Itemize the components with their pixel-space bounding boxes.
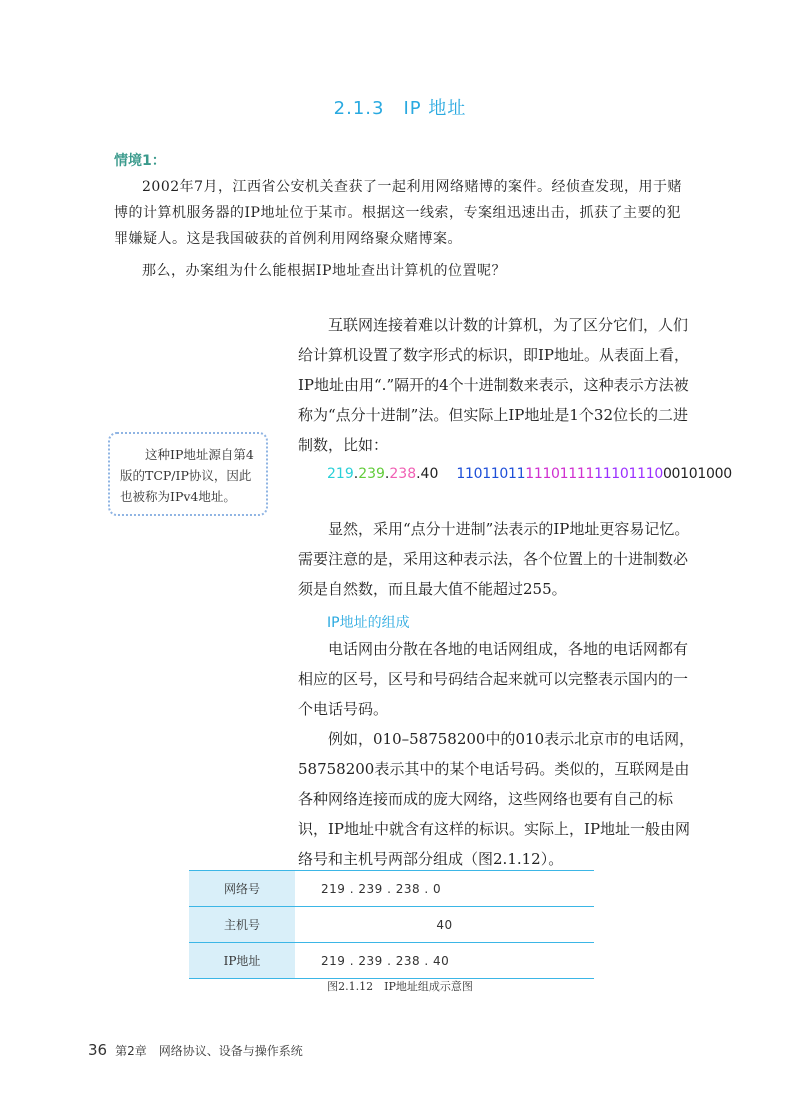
ip-octet-1: 219: [327, 466, 354, 482]
ip-octet-3: 238: [389, 466, 417, 482]
section-title: 2.1.3 IP 地址: [333, 98, 467, 119]
table-row: [189, 943, 594, 979]
paragraph-dotted-decimal: 显然，采用“点分十进制”法表示的IP地址更容易记忆。需要注意的是，采用这种表示法，各个位置上的十进制数必须是自然数，而且最大值不能超过255。: [298, 520, 690, 598]
page-number: 36: [88, 1041, 108, 1059]
ip-example: [327, 466, 732, 482]
ip-octet-4: .40: [416, 466, 439, 482]
ip-binary-octet-4: 00101000: [662, 466, 732, 482]
table-row: [189, 907, 594, 943]
side-note: [108, 432, 268, 516]
ip-octet-2: 239: [358, 466, 385, 482]
paragraph-intro: 互联网连接着难以计数的计算机，为了区分它们，人们给计算机设置了数字形式的标识，即IP地址。从表面上看，IP地址由用“.”隔开的4个十进制数来表示，这种表示方法被称为“点分十进制”法。但实际上IP地址是1个32位长的二进制数，比如：: [298, 316, 690, 454]
ip-binary-octet-3: 11101110: [594, 466, 663, 482]
page-footer: [88, 1041, 303, 1059]
table-value-network: 219 . 239 . 238 . 0: [295, 871, 594, 907]
table-label-network: 网络号: [189, 871, 295, 907]
table-row: [189, 871, 594, 907]
side-note-text: 这种IP地址源自第4版的TCP/IP协议，因此也被称为IPv4地址。: [120, 447, 254, 504]
ip-dot: .: [384, 466, 390, 482]
scenario-heading: 情境1：: [114, 153, 166, 169]
scenario-text: 2002年7月，江西省公安机关查获了一起利用网络赌博的案件。经侦查发现，用于赌博的计算机服务器的IP地址位于某市。根据这一线索，专案组迅速出击，抓获了主要的犯罪嫌疑人。这是我国破获的首例利用网络聚众赌博案。: [114, 179, 683, 247]
table-label-ip: IP地址: [189, 943, 295, 979]
ip-composition-table: [189, 870, 594, 979]
paragraph-phone-network: 电话网由分散在各地的电话网组成，各地的电话网都有相应的区号，区号和号码结合起来就可以完整表示国内的一个电话号码。: [298, 640, 689, 718]
ip-binary-octet-1: 11011011: [456, 466, 526, 482]
ip-dot: .: [353, 466, 359, 482]
table-label-host: 主机号: [189, 907, 295, 943]
table-value-host: 40: [295, 907, 594, 943]
figure-caption: 图2.1.12 IP地址组成示意图: [327, 980, 473, 993]
chapter-title: 第2章 网络协议、设备与操作系统: [115, 1044, 303, 1058]
table-value-ip: 219 . 239 . 238 . 40: [295, 943, 594, 979]
ip-binary: [456, 466, 731, 482]
ip-binary-octet-2: 11101111: [525, 466, 595, 482]
paragraph-example: 例如，010–58758200中的010表示北京市的电话网，58758200表示其中的某个电话号码。类似的，互联网是由各种网络连接而成的庞大网络，这些网络也要有自己的标识，IP地址中就含有这样的标识。实际上，IP地址一般由网络号和主机号两部分组成（图2.1.12）。: [298, 730, 695, 868]
subheading: IP地址的组成: [327, 615, 410, 631]
ip-dotted-decimal: [327, 466, 438, 482]
scenario-question: 那么，办案组为什么能根据IP地址查出计算机的位置呢？: [142, 263, 506, 279]
